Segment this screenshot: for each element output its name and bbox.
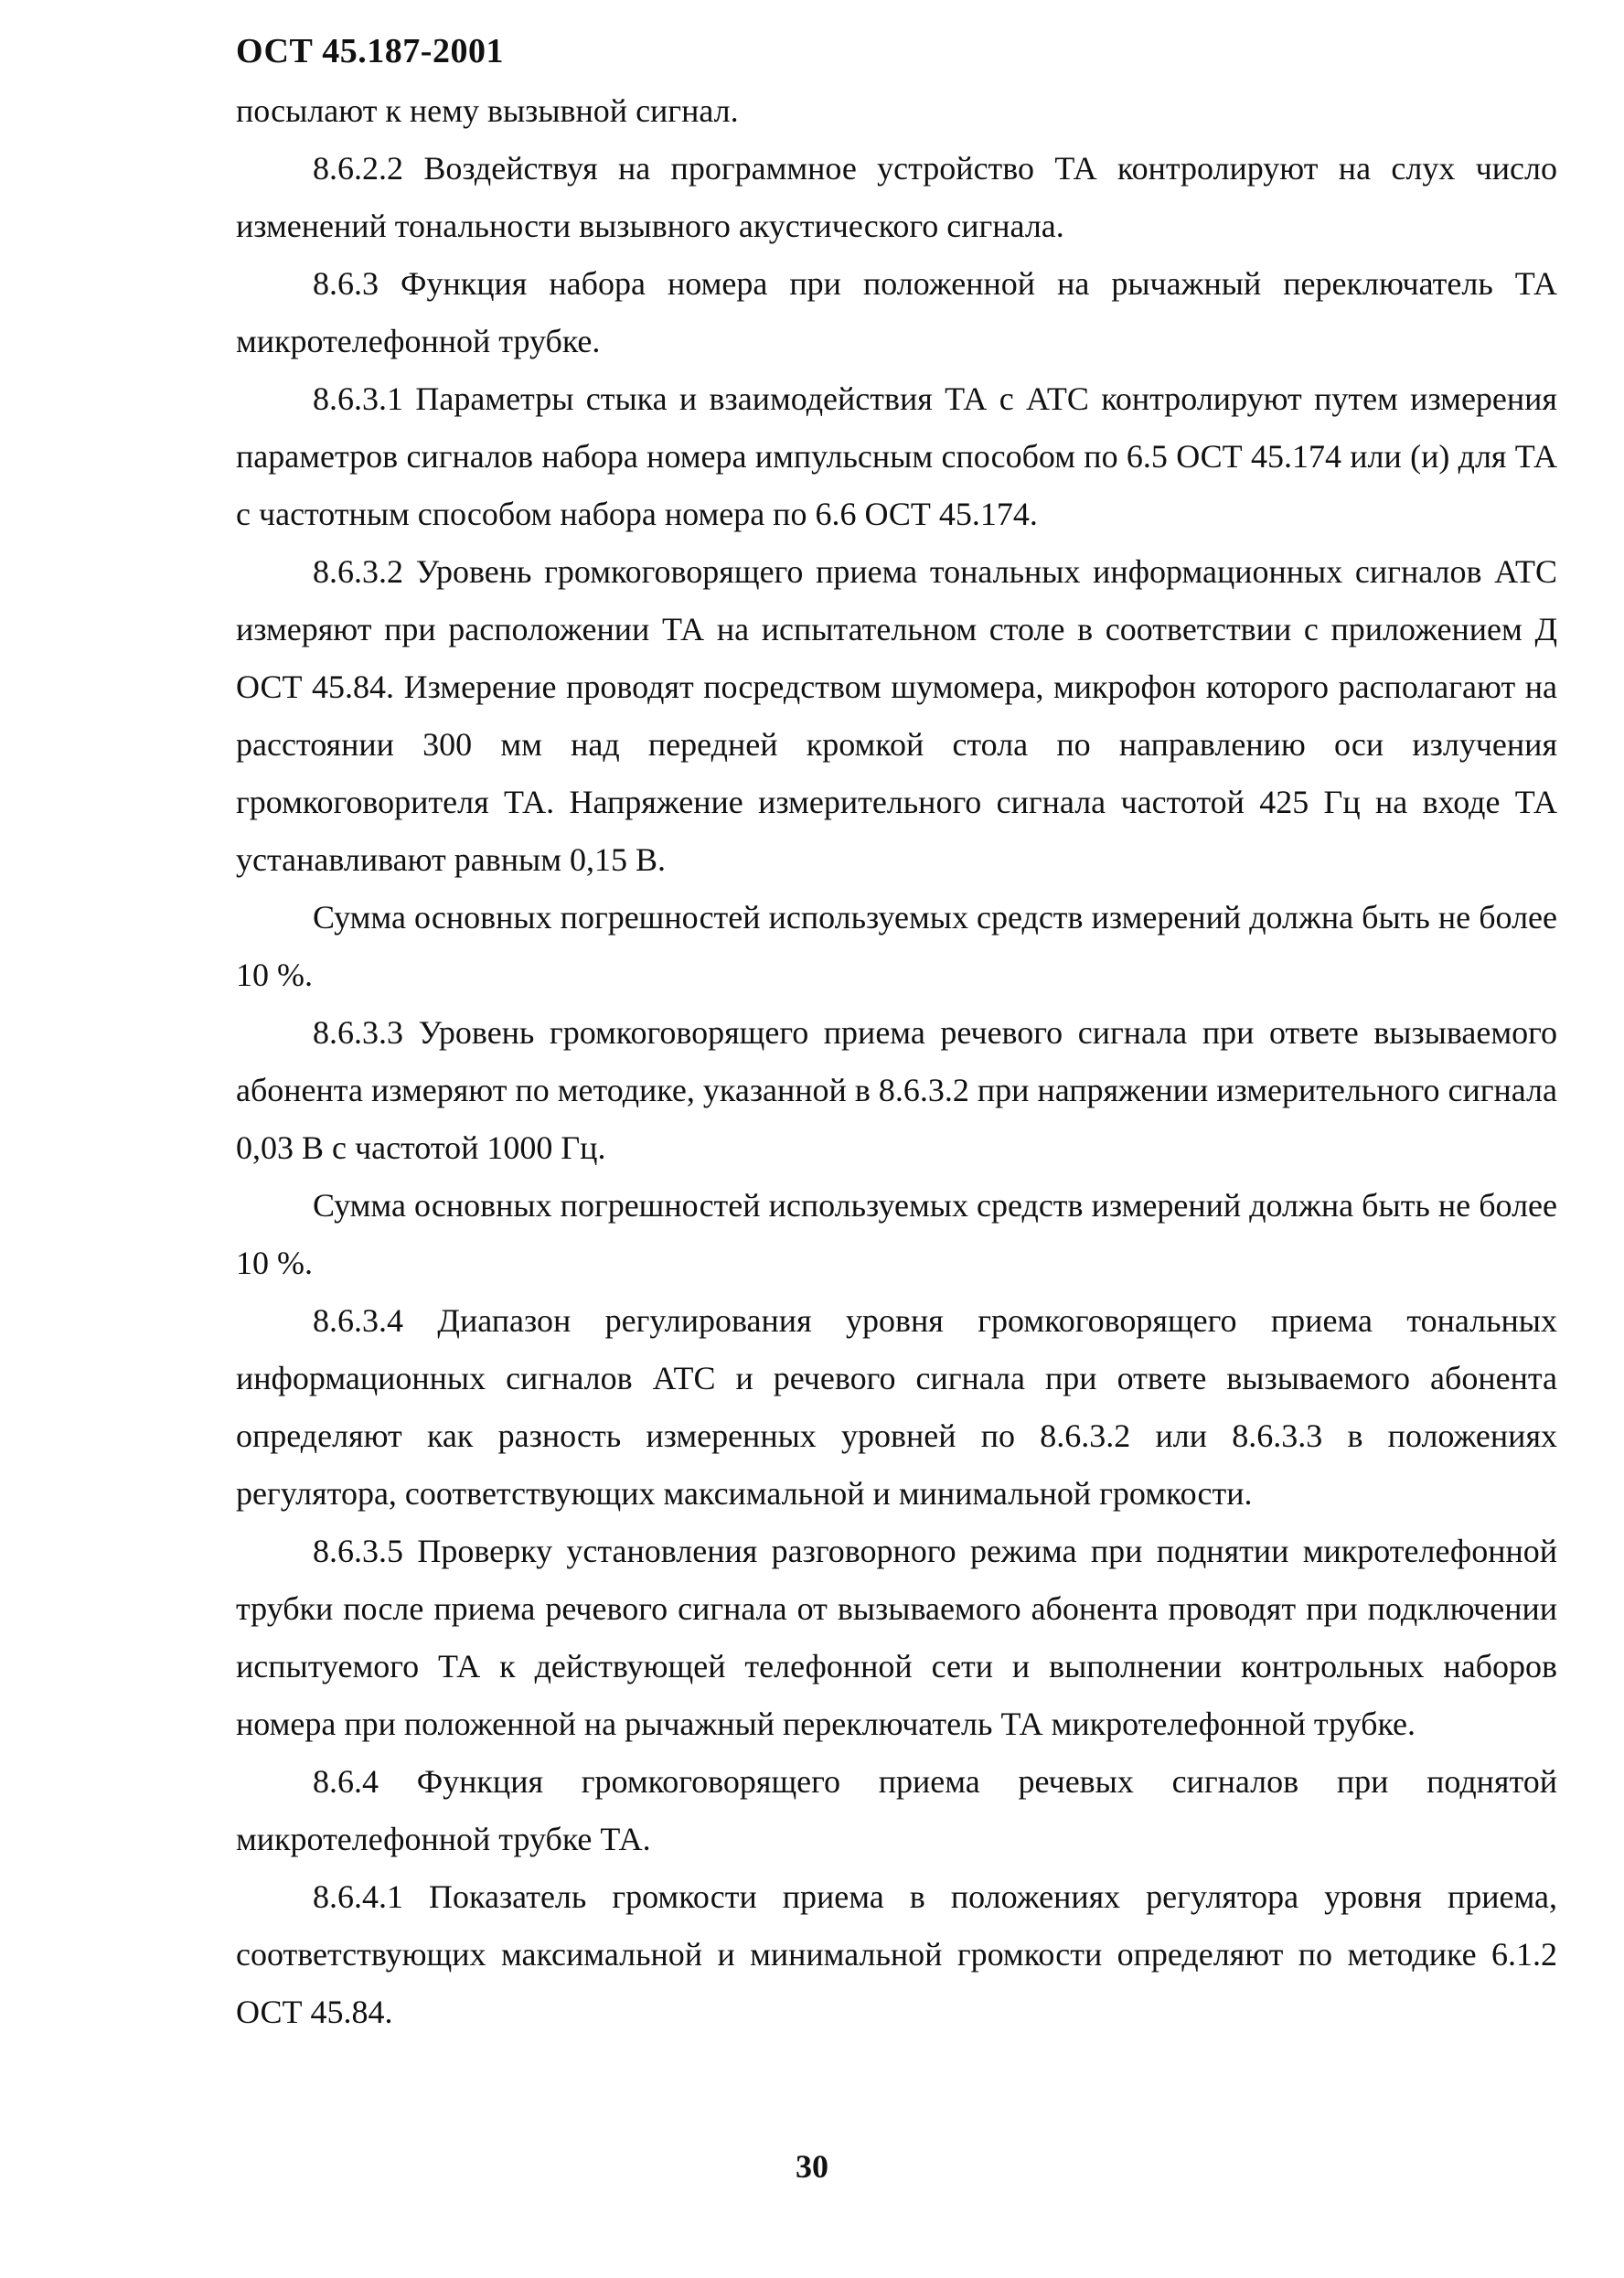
paragraph-error-sum-2: Сумма основных погрешностей используемых средств измерений должна быть не более 10 %. [236, 1187, 1557, 1281]
paragraph-8-6-3-2: 8.6.3.2 Уровень громкоговорящего приема тональных информационных сигналов АТС измеряют при расположении ТА на испытательном столе в соответствии с приложением Д ОСТ 45.84. Измерение проводят посредством шумомера, микрофон которого располагают на расстоянии 300 мм над передней кромкой стола по направлению оси излучения громкоговорителя ТА. Напряжение измерительного сигнала частотой 425 Гц на входе ТА устанавливают равным 0,15 В. [236, 553, 1557, 878]
paragraph-8-6-3-1: 8.6.3.1 Параметры стыка и взаимодействия ТА с АТС контролируют путем измерения параметров сигналов набора номера импульсным способом по 6.5 ОСТ 45.174 или (и) для ТА с частотным способом набора номера по 6.6 ОСТ 45.174. [236, 380, 1557, 532]
paragraph-continuation: посылают к нему вызывной сигнал. [236, 92, 739, 129]
document-code-header: ОСТ 45.187-2001 [236, 32, 504, 70]
paragraph-8-6-3-4: 8.6.3.4 Диапазон регулирования уровня громкоговорящего приема тональных информационных сигналов АТС и речевого сигнала при ответе вызываемого абонента определяют как разность измеренных уровней по 8.6.3.2 или 8.6.3.3 в положениях регулятора, соответствующих максимальной и минимальной громкости. [236, 1302, 1557, 1512]
page-number: 30 [796, 2148, 828, 2185]
paragraph-8-6-3: 8.6.3 Функция набора номера при положенной на рычажный переключатель ТА микротелефонной трубке. [236, 265, 1557, 359]
paragraph-8-6-3-3: 8.6.3.3 Уровень громкоговорящего приема речевого сигнала при ответе вызываемого абонента измеряют по методике, указанной в 8.6.3.2 при напряжении измерительного сигнала 0,03 В с частотой 1000 Гц. [236, 1014, 1557, 1166]
paragraph-error-sum-1: Сумма основных погрешностей используемых средств измерений должна быть не более 10 %. [236, 899, 1557, 993]
paragraph-8-6-4: 8.6.4 Функция громкоговорящего приема речевых сигналов при поднятой микротелефонной трубке ТА. [236, 1763, 1557, 1857]
paragraph-8-6-4-1: 8.6.4.1 Показатель громкости приема в положениях регулятора уровня приема, соответствующих максимальной и минимальной громкости определяют по методике 6.1.2 ОСТ 45.84. [236, 1878, 1557, 2030]
paragraph-8-6-2-2: 8.6.2.2 Воздействуя на программное устройство ТА контролируют на слух число изменений тональности вызывного акустического сигнала. [236, 150, 1557, 244]
paragraph-8-6-3-5: 8.6.3.5 Проверку установления разговорного режима при поднятии микротелефонной трубки после приема речевого сигнала от вызываемого абонента проводят при подключении испытуемого ТА к действующей телефонной сети и выполнении контрольных наборов номера при положенной на рычажный переключатель ТА микротелефонной трубке. [236, 1533, 1557, 1742]
document-body [236, 82, 1557, 2041]
